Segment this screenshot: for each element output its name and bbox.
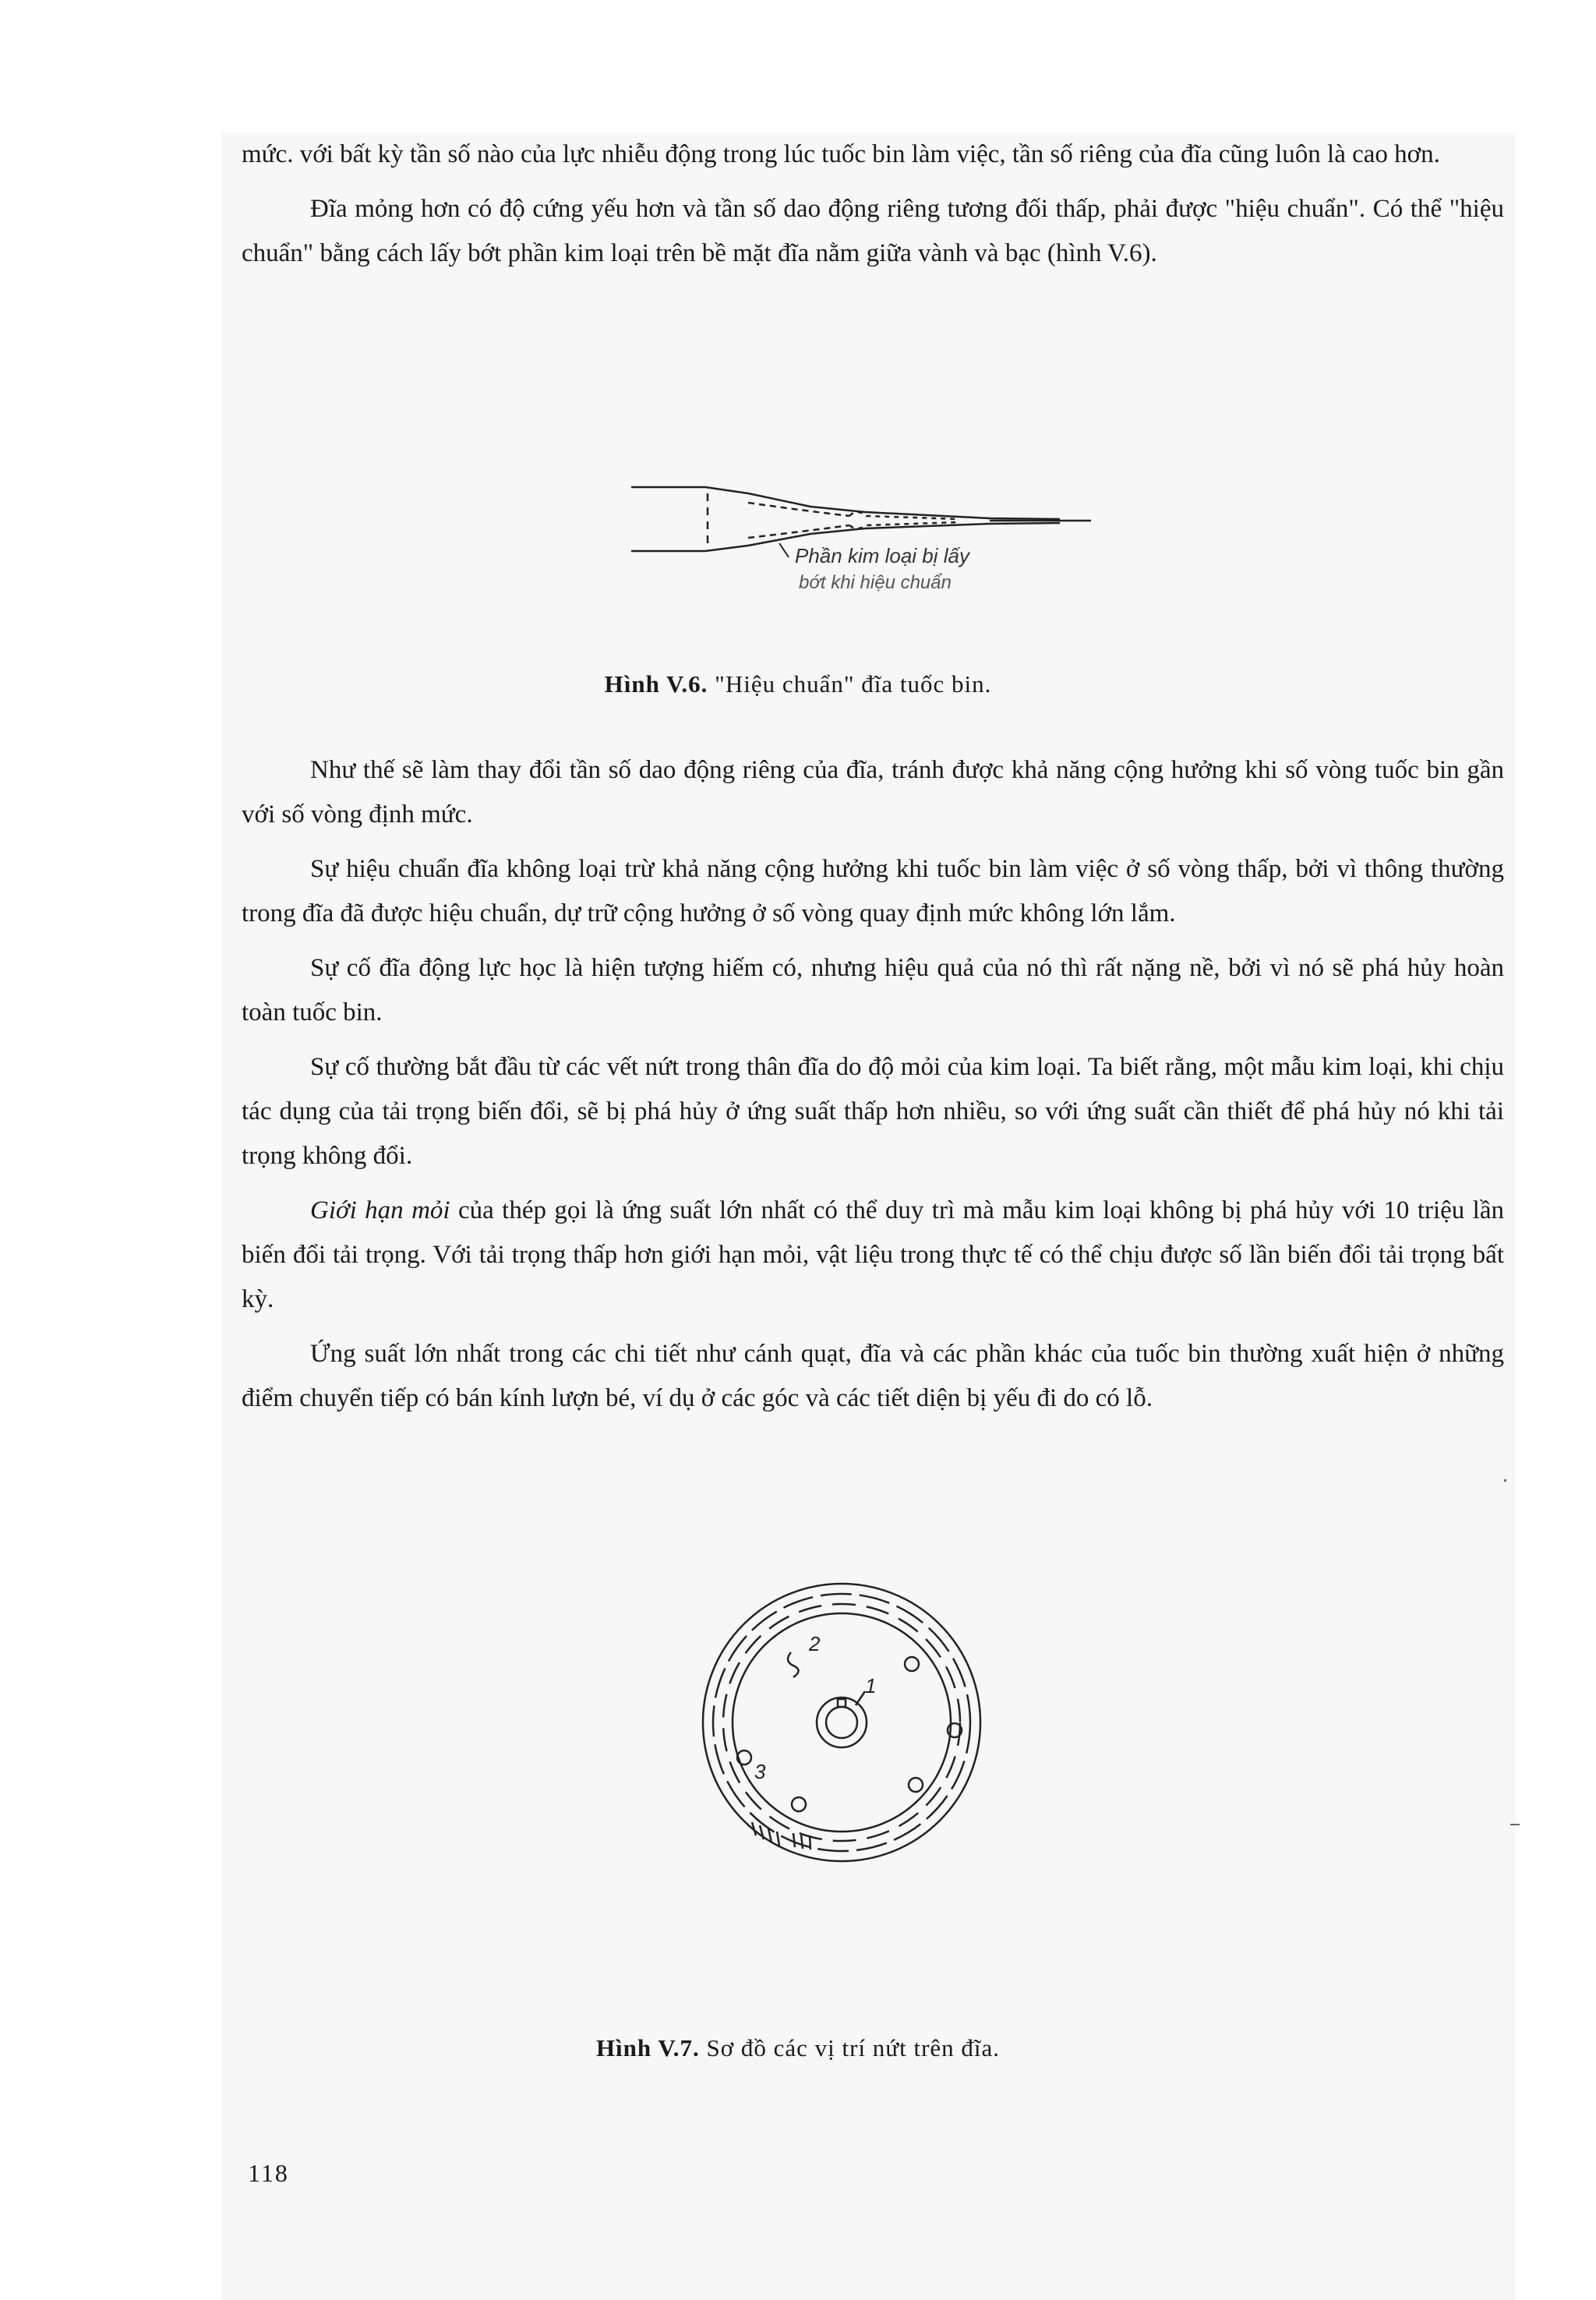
text-middle bbox=[242, 748, 1504, 1431]
figure-1-caption-text: "Hiệu chuẩn" đĩa tuốc bin. bbox=[715, 670, 992, 698]
figure-disc-crack-diagram bbox=[678, 1574, 1005, 1871]
paragraph-thin-disc: Đĩa mỏng hơn có độ cứng yếu hơn và tần số dao động riêng tương đối thấp, phải được "hiệu chuẩn". Có thể "hiệu chuẩn" bằng cách lấy bớt phần kim loại trên bề mặt đĩa nằm giữa vành và bạc (hình V.6). bbox=[242, 195, 1504, 267]
disc-crack-drawing bbox=[678, 1574, 1005, 1871]
figure-2-caption bbox=[0, 2034, 1596, 2062]
paragraph-max-stress: Ứng suất lớn nhất trong các chi tiết như cánh quạt, đĩa và các phần khác của tuốc bin thường xuất hiện ở những điểm chuyển tiếp có bán kính lượn bé, ví dụ ở các góc và các tiết diện bị yếu đi do có lỗ. bbox=[242, 1340, 1504, 1412]
scan-mark bbox=[1510, 1824, 1520, 1825]
figure-1-label-line2: bớt khi hiệu chuẩn bbox=[799, 572, 952, 593]
figure-2-number: Hình V.7. bbox=[595, 2034, 700, 2062]
fatigue-limit-text: của thép gọi là ứng suất lớn nhất có thể duy trì mà mẫu kim loại không bị phá hủy với 10 triệu lần biến đổi tải trọng. Với tải trọng thấp hơn giới hạn mỏi, vật liệu trong thực tế có thể chịu được số lần biến đổi tải trọng bất kỳ. bbox=[242, 1196, 1505, 1313]
figure-2-caption-text: Sơ đồ các vị trí nứt trên đĩa. bbox=[706, 2034, 1001, 2062]
paragraph-continuation: mức. với bất kỳ tần số nào của lực nhiễu động trong lúc tuốc bin làm việc, tần số riêng của đĩa cũng luôn là cao hơn. bbox=[242, 140, 1440, 168]
label-crack-1: 1 bbox=[865, 1674, 877, 1698]
label-crack-2: 2 bbox=[809, 1632, 821, 1655]
paragraph-fatigue-cracks: Sự cố thường bắt đầu từ các vết nứt trong thân đĩa do độ mỏi của kim loại. Ta biết rằng, một mẫu kim loại, khi chịu tác dụng của tải trọng biến đổi, sẽ bị phá hủy ở ứng suất thấp hơn nhiều, so với ứng suất cần thiết để phá hủy nó khi tải trọng không đổi. bbox=[242, 1053, 1504, 1170]
paragraph-frequency-change: Như thế sẽ làm thay đổi tần số dao động riêng của đĩa, tránh được khả năng cộng hưởng khi số vòng tuốc bin gần với số vòng định mức. bbox=[242, 756, 1504, 828]
paragraph-calibration-limit: Sự hiệu chuẩn đĩa không loại trừ khả năng cộng hưởng khi tuốc bin làm việc ở số vòng thấp, bởi vì thông thường trong đĩa đã được hiệu chuẩn, dự trữ cộng hưởng ở số vòng quay định mức không lớn lắm. bbox=[242, 855, 1504, 927]
disc-profile-drawing bbox=[616, 468, 1099, 600]
figure-1-label: Phần kim loại bị lấy bbox=[795, 544, 969, 567]
paragraph-fatigue-limit bbox=[242, 1189, 1504, 1322]
text-top bbox=[242, 132, 1504, 286]
scan-speck bbox=[1504, 1479, 1506, 1482]
figure-disc-calibration bbox=[616, 468, 1099, 600]
paragraph-disc-failure: Sự cố đĩa động lực học là hiện tượng hiếm có, nhưng hiệu quả của nó thì rất nặng nề, bởi vì nó sẽ phá hủy hoàn toàn tuốc bin. bbox=[242, 954, 1504, 1026]
term-fatigue-limit: Giới hạn mỏi bbox=[310, 1196, 450, 1224]
figure-1-number: Hình V.6. bbox=[604, 670, 708, 698]
figure-1-caption bbox=[0, 670, 1596, 698]
page-number: 118 bbox=[248, 2159, 289, 2187]
label-crack-3: 3 bbox=[754, 1760, 766, 1783]
